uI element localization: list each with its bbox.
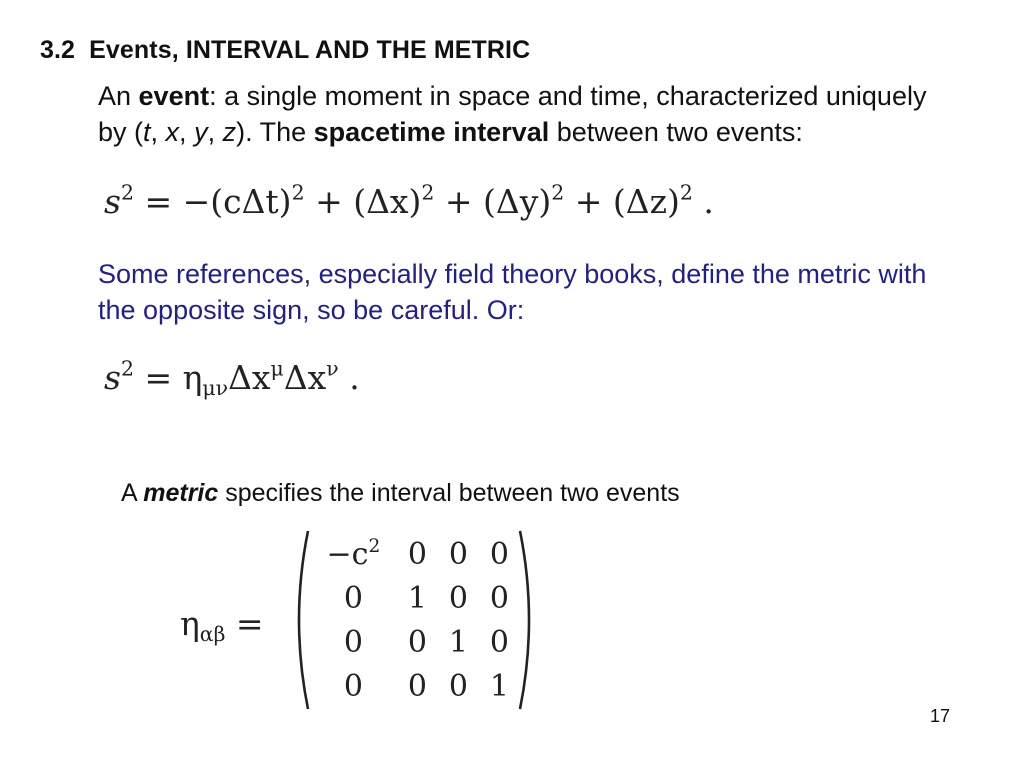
interval-equation: $s^2 = -(c\Delta t)^2 + (\Delta x)^2 + (\Delta y)^2 + (\Delta z)^2$ . [104, 180, 714, 221]
matrix-cell: $-c^2$ [326, 535, 381, 572]
note-line-1: Some references, especially field theory books, define the metric with [98, 259, 927, 289]
matrix-cell: 0 [489, 624, 510, 660]
matrix-cell: 0 [489, 536, 510, 572]
page-number: 17 [930, 706, 951, 726]
intro-line-1: An event: a single moment in space and time, characterized uniquely [98, 81, 927, 111]
matrix-cell: 0 [448, 668, 468, 704]
metric-definition: A metric specifies the interval between two events [121, 479, 680, 507]
metric-interval-equation: $s^2 = \eta_{\mu\nu}\Delta x^\mu\Delta x^\nu$ . [104, 356, 360, 401]
intro-paragraph [98, 78, 926, 150]
event-term: event [138, 81, 210, 111]
matrix-cell: 0 [407, 536, 427, 572]
matrix-cell: 0 [343, 624, 363, 660]
metric-matrix-grid [310, 532, 520, 708]
matrix-cell: 1 [489, 668, 510, 704]
metric-symbol: $\eta_{\alpha\beta}$ = [180, 604, 264, 647]
matrix-row [310, 576, 520, 620]
sign-convention-note [98, 256, 926, 328]
matrix-cell: 0 [448, 536, 468, 572]
matrix-cell: 0 [448, 580, 468, 616]
matrix-row [310, 664, 520, 708]
metric-matrix [288, 528, 540, 712]
slide-title: 3.2 Events, INTERVAL AND THE METRIC [40, 36, 531, 64]
matrix-cell: 1 [407, 580, 427, 616]
matrix-cell: 1 [448, 624, 468, 660]
matrix-row [310, 620, 520, 664]
matrix-cell: 0 [343, 580, 363, 616]
matrix-cell: 0 [407, 668, 427, 704]
matrix-cell: 0 [489, 580, 510, 616]
spacetime-interval-term: spacetime interval [313, 117, 550, 147]
metric-term: metric [143, 479, 219, 507]
intro-line-2: by (t, x, y, z). The spacetime interval between two events: [98, 117, 803, 147]
left-parenthesis-icon [288, 528, 312, 712]
matrix-cell: 0 [343, 668, 363, 704]
matrix-row [310, 532, 520, 576]
note-line-2: the opposite sign, so be careful. Or: [98, 295, 525, 325]
matrix-cell: 0 [407, 624, 427, 660]
